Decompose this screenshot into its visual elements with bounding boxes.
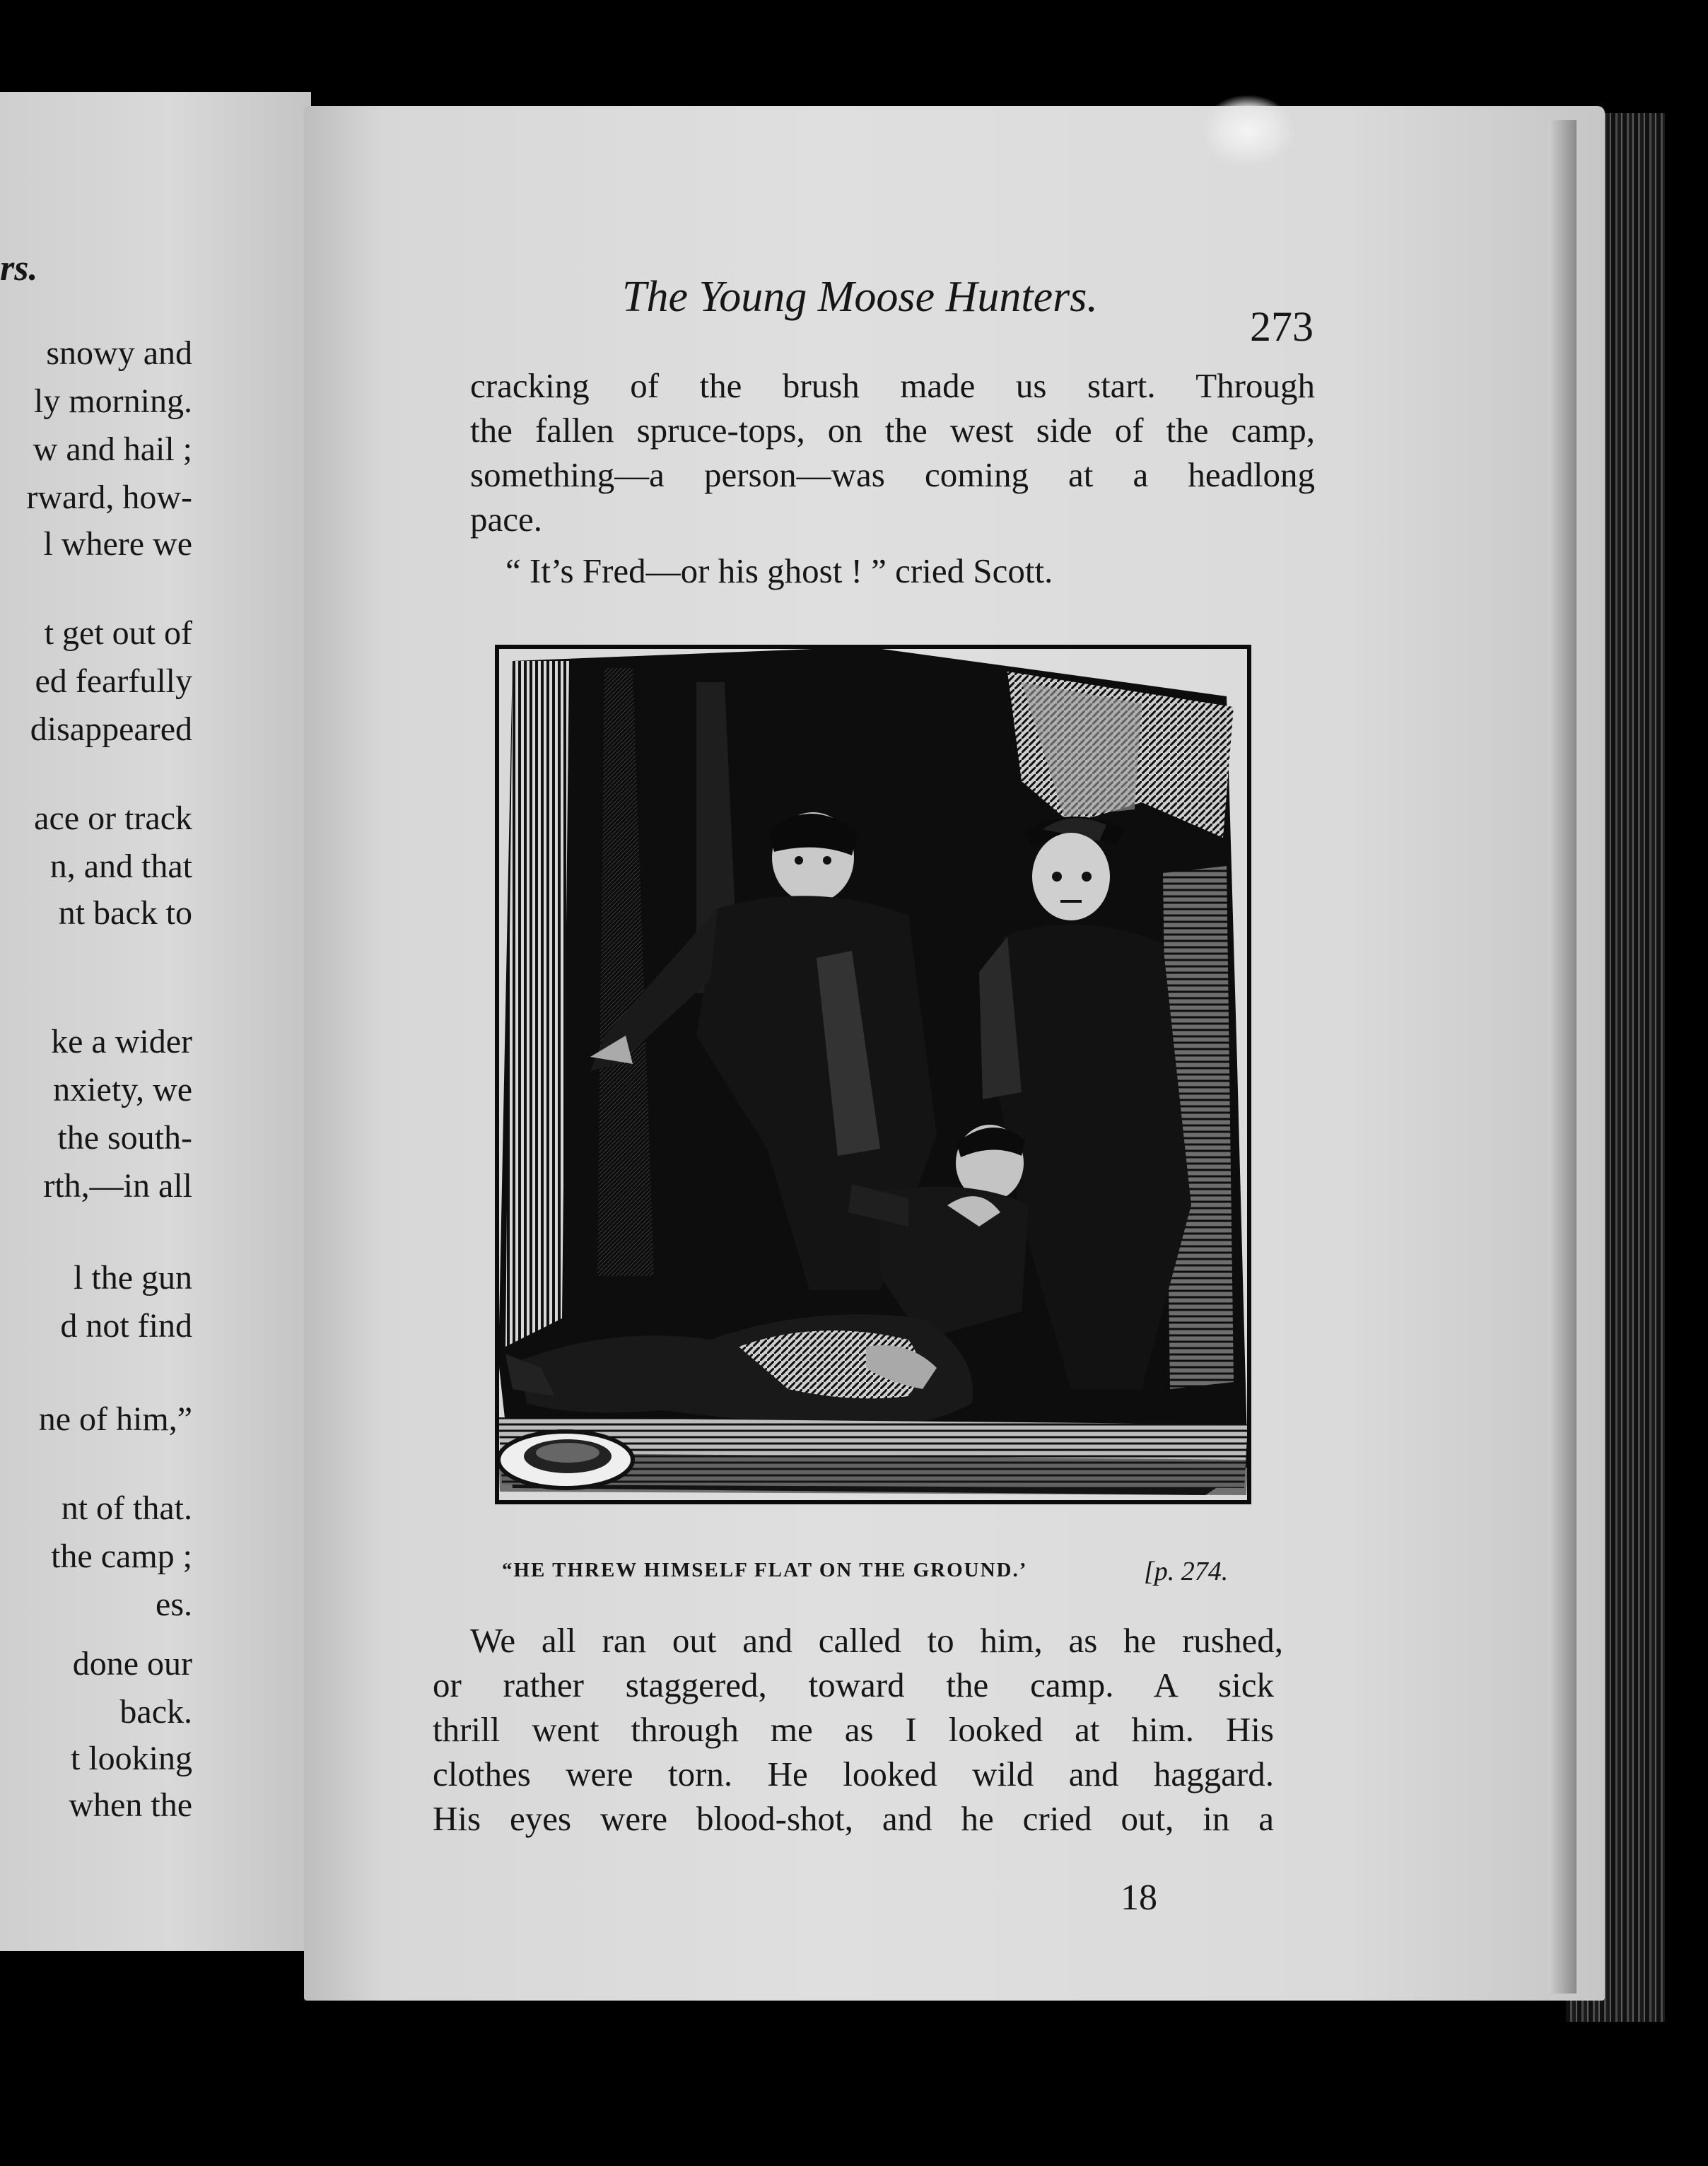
left-text-line: the camp ; bbox=[51, 1538, 192, 1575]
paper-damage-spot bbox=[1202, 95, 1294, 166]
engraving-illustration bbox=[484, 640, 1258, 1538]
signature-mark: 18 bbox=[1121, 1878, 1157, 1918]
running-title: The Young Moose Hunters. bbox=[622, 273, 1098, 321]
text-line: thrill went through me as I looked at him. His bbox=[433, 1710, 1274, 1749]
left-text-line: d not find bbox=[60, 1307, 192, 1345]
left-text-line: ke a wider bbox=[51, 1023, 192, 1060]
text-line: cracking of the brush made us start. Through bbox=[470, 366, 1315, 405]
left-text-line: l the gun bbox=[74, 1259, 192, 1296]
left-text-line: rth,—in all bbox=[43, 1167, 192, 1205]
text-line: “ It’s Fred—or his ghost ! ” cried Scott. bbox=[505, 551, 1053, 590]
left-text-line: ly morning. bbox=[34, 382, 192, 420]
text-line: His eyes were blood-shot, and he cried out, in a bbox=[433, 1799, 1274, 1838]
text-line: the fallen spruce-tops, on the west side of the camp, bbox=[470, 411, 1315, 450]
left-text-line: n, and that bbox=[49, 848, 192, 885]
left-text-line: when the bbox=[69, 1786, 192, 1824]
page-number: 273 bbox=[1250, 303, 1314, 350]
text-line: pace. bbox=[470, 500, 542, 539]
caption-page-reference: [p. 274. bbox=[1144, 1557, 1229, 1586]
page-edge-highlight bbox=[1548, 120, 1577, 1994]
left-text-line: l where we bbox=[43, 525, 192, 563]
left-text-line: nt of that. bbox=[61, 1489, 192, 1527]
left-text-line: nt back to bbox=[58, 894, 192, 932]
left-text-line: snowy and bbox=[46, 334, 192, 372]
left-text-line: the south- bbox=[57, 1119, 192, 1157]
left-text-line: back. bbox=[119, 1693, 192, 1731]
text-line: We all ran out and called to him, as he rushed, bbox=[470, 1621, 1283, 1660]
left-text-line: disappeared bbox=[30, 710, 192, 748]
caption-text: “HE THREW HIMSELF FLAT ON THE GROUND.’ bbox=[502, 1559, 1028, 1581]
left-text-line: es. bbox=[156, 1586, 192, 1623]
illustration-caption bbox=[502, 1557, 1265, 1586]
text-line: something—a person—was coming at a headlong bbox=[470, 455, 1315, 494]
left-text-line: rward, how- bbox=[26, 479, 192, 516]
left-text-line: ed fearfully bbox=[35, 662, 192, 700]
left-text-line: w and hail ; bbox=[33, 431, 192, 468]
left-running-head-fragment: rs. bbox=[0, 248, 38, 288]
text-line: or rather staggered, toward the camp. A sick bbox=[433, 1666, 1274, 1704]
left-text-line: t looking bbox=[70, 1740, 192, 1777]
left-text-line: t get out of bbox=[44, 614, 192, 652]
left-text-line: ne of him,” bbox=[38, 1400, 192, 1438]
left-text-line: nxiety, we bbox=[53, 1071, 192, 1108]
left-text-line: ace or track bbox=[34, 800, 192, 837]
left-text-line: done our bbox=[72, 1645, 192, 1682]
text-line: clothes were torn. He looked wild and haggard. bbox=[433, 1755, 1274, 1793]
left-facing-page bbox=[0, 92, 311, 1951]
